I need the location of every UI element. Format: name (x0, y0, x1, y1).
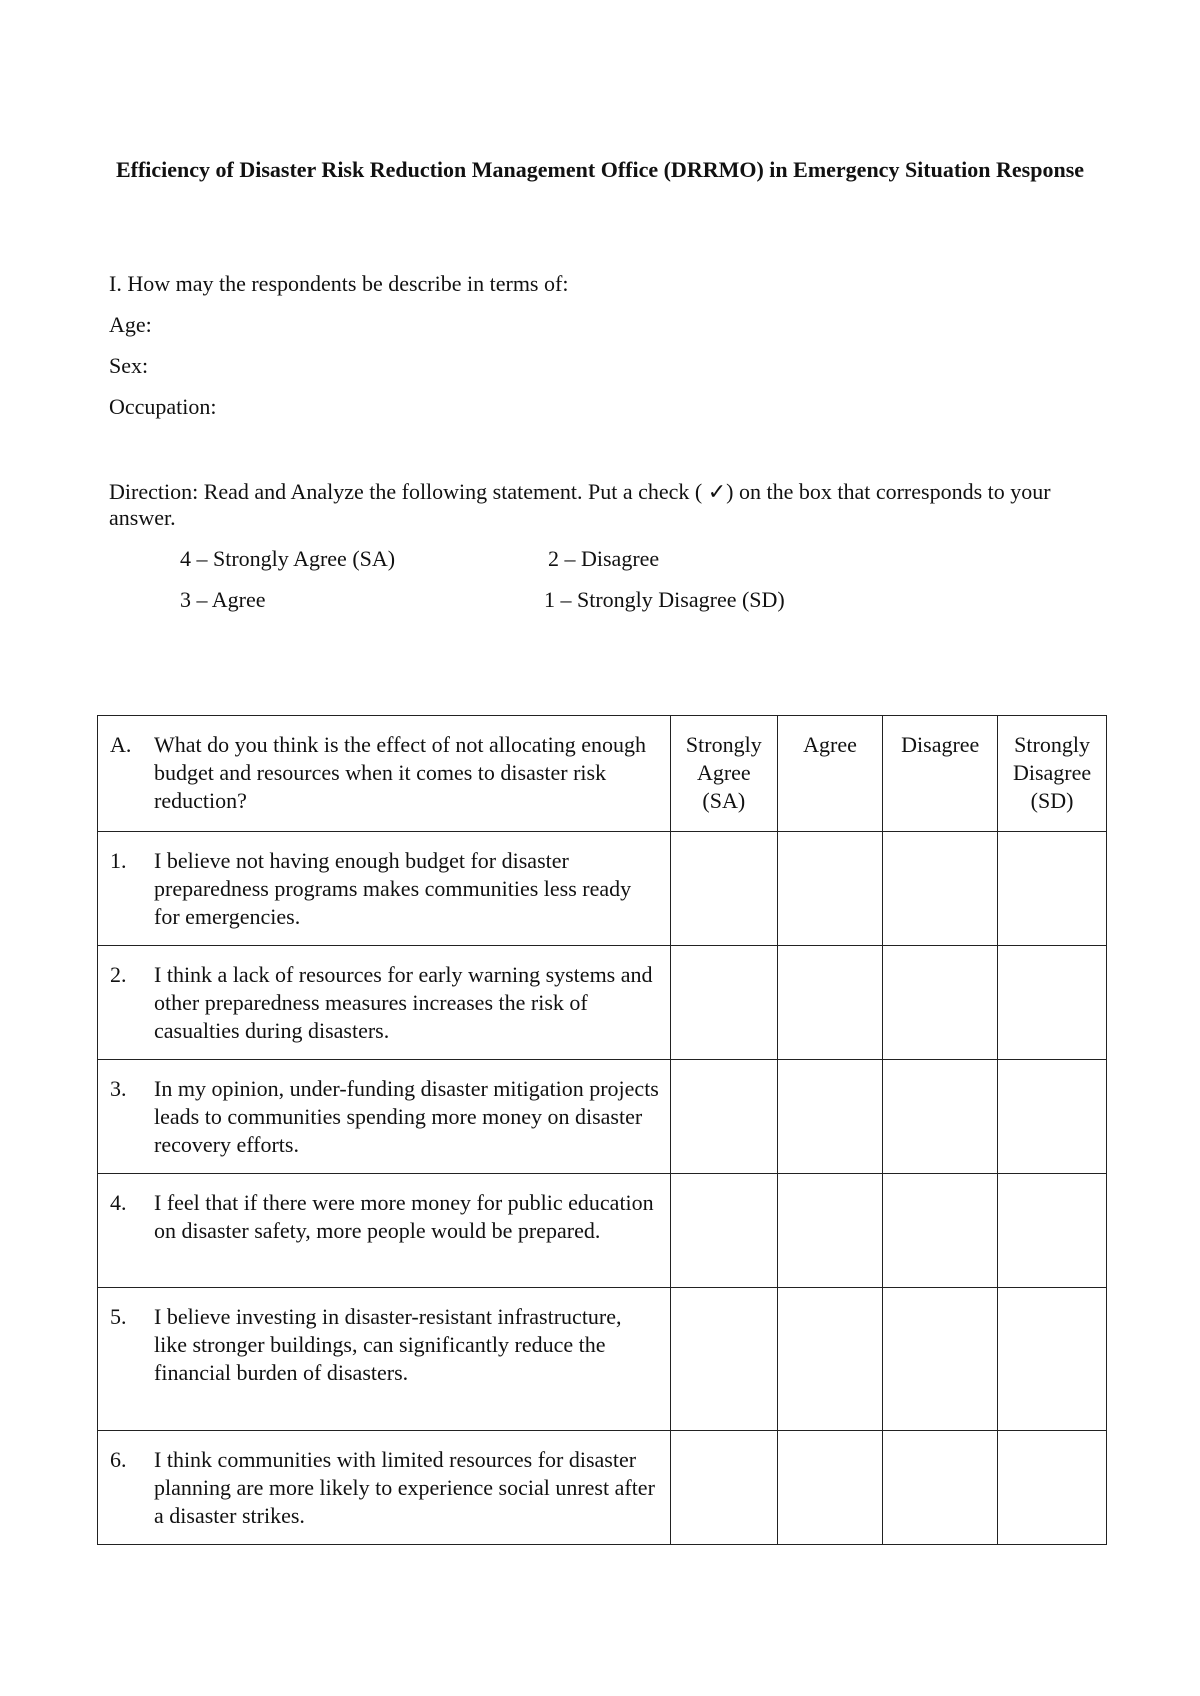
statement-cell (98, 1060, 671, 1174)
table-row (98, 1060, 1107, 1174)
column-header-disagree: Disagree (883, 716, 998, 832)
statement-text: In my opinion, under-funding disaster mitigation projects leads to communities spending more money on disaster recovery efforts. (154, 1076, 659, 1157)
answer-box-disagree[interactable] (883, 832, 998, 946)
column-header-strongly-agree: Strongly Agree (SA) (670, 716, 777, 832)
answer-box-strongly-agree[interactable] (670, 1174, 777, 1288)
direction-text: Direction: Read and Analyze the following statement. Put a check ( ✓) on the box that corresponds to your answer. (109, 479, 1051, 530)
section-question: What do you think is the effect of not allocating enough budget and resources when it comes to disaster risk reduction? (154, 732, 647, 813)
statement-number: 1. (110, 848, 127, 873)
table-row (98, 832, 1107, 946)
table-header-row (98, 716, 1107, 832)
table-row (98, 1174, 1107, 1288)
answer-box-disagree[interactable] (883, 1174, 998, 1288)
table-row (98, 946, 1107, 1060)
answer-box-strongly-agree[interactable] (670, 1431, 777, 1545)
answer-box-strongly-disagree[interactable] (998, 1060, 1107, 1174)
answer-box-disagree[interactable] (883, 1060, 998, 1174)
answer-box-strongly-disagree[interactable] (998, 1174, 1107, 1288)
answer-box-agree[interactable] (777, 1174, 883, 1288)
table-row (98, 1288, 1107, 1431)
statement-number: 6. (110, 1447, 127, 1472)
scale-disagree: 2 – Disagree (548, 546, 660, 571)
section-letter: A. (110, 732, 132, 757)
document-title: Efficiency of Disaster Risk Reduction Management Office (DRRMO) in Emergency Situation Response (115, 157, 1085, 182)
answer-box-agree[interactable] (777, 832, 883, 946)
answer-box-strongly-disagree[interactable] (998, 832, 1107, 946)
statement-number: 2. (110, 962, 127, 987)
answer-box-strongly-disagree[interactable] (998, 946, 1107, 1060)
answer-box-strongly-agree[interactable] (670, 1060, 777, 1174)
profile-question: I. How may the respondents be describe in terms of: (109, 271, 569, 296)
age-field-label: Age: (109, 312, 152, 337)
answer-box-disagree[interactable] (883, 946, 998, 1060)
statement-cell (98, 946, 671, 1060)
statement-number: 3. (110, 1076, 127, 1101)
scale-agree: 3 – Agree (180, 587, 266, 612)
statement-text: I believe investing in disaster-resistant infrastructure, like stronger buildings, can significantly reduce the financial burden of disasters. (154, 1304, 622, 1385)
scale-strongly-agree: 4 – Strongly Agree (SA) (180, 546, 396, 571)
occupation-field-label: Occupation: (109, 394, 217, 419)
answer-box-agree[interactable] (777, 1431, 883, 1545)
statement-cell (98, 1174, 671, 1288)
table-row (98, 1431, 1107, 1545)
column-header-agree: Agree (777, 716, 883, 832)
column-header-strongly-disagree: Strongly Disagree (SD) (998, 716, 1107, 832)
statement-text: I believe not having enough budget for disaster preparedness programs makes communities less ready for emergencies. (154, 848, 632, 929)
statement-text: I feel that if there were more money for public education on disaster safety, more people would be prepared. (154, 1190, 654, 1243)
survey-table (97, 715, 1107, 1545)
section-question-cell (98, 716, 671, 832)
answer-box-strongly-disagree[interactable] (998, 1288, 1107, 1431)
statement-cell (98, 1288, 671, 1431)
statement-text: I think communities with limited resources for disaster planning are more likely to experience social unrest after a disaster strikes. (154, 1447, 655, 1528)
scale-strongly-disagree: 1 – Strongly Disagree (SD) (544, 587, 785, 612)
answer-box-disagree[interactable] (883, 1431, 998, 1545)
statement-text: I think a lack of resources for early warning systems and other preparedness measures increases the risk of casualties during disasters. (154, 962, 653, 1043)
statement-cell (98, 1431, 671, 1545)
answer-box-disagree[interactable] (883, 1288, 998, 1431)
sex-field-label: Sex: (109, 353, 149, 378)
answer-box-strongly-agree[interactable] (670, 1288, 777, 1431)
answer-box-strongly-agree[interactable] (670, 832, 777, 946)
answer-box-strongly-agree[interactable] (670, 946, 777, 1060)
answer-box-agree[interactable] (777, 1288, 883, 1431)
answer-box-agree[interactable] (777, 946, 883, 1060)
statement-number: 5. (110, 1304, 127, 1329)
answer-box-agree[interactable] (777, 1060, 883, 1174)
statement-cell (98, 832, 671, 946)
statement-number: 4. (110, 1190, 127, 1215)
answer-box-strongly-disagree[interactable] (998, 1431, 1107, 1545)
